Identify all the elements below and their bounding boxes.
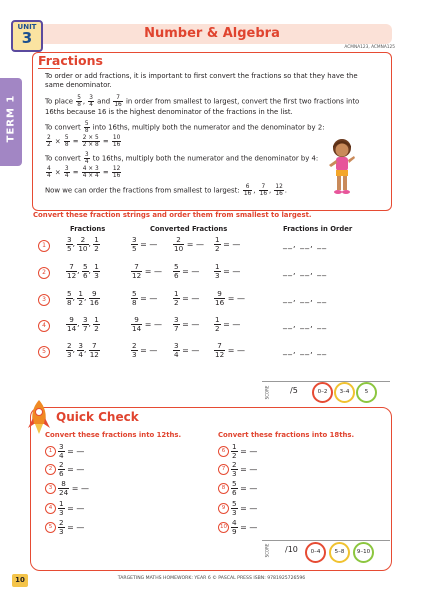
answer-blank[interactable]: = —	[142, 319, 162, 329]
fraction-string: $\frac{9}{14}$ , $\frac{3}{7}$ , $\frac{1}{2}$	[67, 315, 99, 333]
converted-fraction	[131, 236, 157, 252]
question-number: 2	[45, 464, 56, 475]
answer-blank[interactable]: = —	[142, 266, 162, 276]
converted-fraction	[214, 342, 245, 358]
fraction: $\frac{3}{5}$	[132, 235, 137, 253]
score-ring-high: 5	[356, 382, 377, 403]
order-answer-blank[interactable]: __, __, __	[283, 346, 328, 355]
row-number: 1	[38, 240, 50, 252]
converted-fraction	[214, 290, 245, 306]
fraction: $\frac{2}{6}$	[59, 460, 64, 478]
fraction: $\frac{3}{4}$	[59, 442, 64, 460]
order-answer-blank[interactable]: __, __, __	[283, 320, 328, 329]
row-number: 4	[38, 320, 50, 332]
fraction: $\frac{3}{4}$	[78, 341, 83, 359]
score-ring-low: 0–2	[312, 382, 333, 403]
fraction: $\frac{1}{3}$	[215, 262, 220, 280]
answer-blank[interactable]: = —	[137, 345, 158, 355]
fraction: $\frac{1}{2}$	[78, 289, 83, 307]
converted-fraction	[131, 316, 162, 332]
question-number: 9	[218, 503, 229, 514]
qc-ring-low: 0–4	[305, 542, 326, 563]
fraction: $\frac{1}{3}$	[94, 262, 99, 280]
answer-blank[interactable]: = —	[137, 239, 158, 249]
order-answer-blank[interactable]: __, __, __	[283, 294, 328, 303]
converted-fraction	[131, 263, 162, 279]
fraction: $\frac{7}{16}$	[114, 95, 122, 108]
girl-illustration	[325, 138, 359, 198]
qc-left-heading: Convert these fractions into 12ths.	[45, 431, 182, 439]
theory-convert1: To convert $\frac{5}{8}$ into 16ths, multiply both the numerator and the denominator by 2:	[45, 121, 325, 134]
qc-score-label: SCORE	[264, 543, 270, 558]
converted-fraction	[173, 290, 199, 306]
topic-title: Number & Algebra	[144, 26, 280, 41]
answer-blank[interactable]: = —	[220, 239, 241, 249]
quick-check-item	[231, 480, 257, 496]
answer-blank[interactable]: = —	[237, 503, 258, 513]
quick-check-item	[58, 480, 89, 496]
quick-check-item	[231, 443, 257, 459]
fraction: $\frac{7}{12}$	[215, 341, 225, 359]
answer-blank[interactable]: = —	[64, 522, 85, 532]
question-number: 4	[45, 503, 56, 514]
row-number: 5	[38, 346, 50, 358]
fraction: $\frac{9}{16}$	[89, 289, 99, 307]
col-converted-header: Converted Fractions	[150, 225, 228, 233]
place-pre: To place	[45, 97, 73, 106]
row-number: 2	[38, 267, 50, 279]
calculation-2: $\frac{4}{4}$ × $\frac{3}{4}$ = $\frac{4 \times 3}{4 \times 4}$ = $\frac{12}{16}$	[47, 166, 121, 179]
answer-blank[interactable]: = —	[225, 293, 245, 303]
exercise-instruction: Convert these fraction strings and order them from smallest to largest.	[33, 211, 312, 219]
quick-check-item	[58, 443, 84, 459]
score-value: /5	[290, 386, 298, 395]
qc-right-heading: Convert these fractions into 18ths.	[218, 431, 355, 439]
answer-blank[interactable]: = —	[179, 266, 200, 276]
page-number: 10	[12, 574, 28, 587]
quick-check-title: Quick Check	[56, 410, 139, 424]
title-underline	[38, 68, 60, 69]
fraction: $\frac{2}{10}$	[174, 235, 184, 253]
question-number: 6	[218, 446, 229, 457]
theory-intro: To order or add fractions, it is important to first convert the fractions so that they have the same denominator.	[45, 72, 358, 89]
theory-title: Fractions	[38, 53, 103, 68]
answer-blank[interactable]: = —	[220, 266, 241, 276]
fraction: $\frac{3}{7}$	[82, 315, 88, 333]
fraction-string: $\frac{2}{3}$ , $\frac{3}{4}$ , $\frac{7}{12}$	[67, 341, 99, 359]
quick-check-item	[58, 500, 84, 516]
quick-check-item	[231, 519, 257, 535]
fraction: $\frac{3}{4}$	[174, 341, 179, 359]
answer-blank[interactable]: = —	[184, 239, 204, 249]
fraction: $\frac{8}{24}$	[59, 479, 69, 497]
quick-check-item	[58, 461, 84, 477]
answer-blank[interactable]: = —	[237, 483, 258, 493]
fraction: $\frac{3}{4}$	[89, 95, 93, 108]
fraction: $\frac{5}{8}$	[132, 289, 137, 307]
row-number: 3	[38, 294, 50, 306]
converted-fraction	[214, 316, 240, 332]
col-order-header: Fractions in Order	[283, 225, 353, 233]
question-number: 8	[218, 483, 229, 494]
fraction: $\frac{3}{4}$	[84, 152, 89, 165]
fraction: $\frac{7}{12}$	[89, 341, 99, 359]
question-number: 5	[45, 522, 56, 533]
answer-blank[interactable]: = —	[137, 293, 158, 303]
qc-score-value: /10	[285, 545, 298, 554]
converted-fraction	[173, 342, 199, 358]
score-ring-mid: 3–4	[334, 382, 355, 403]
question-number: 7	[218, 464, 229, 475]
answer-blank[interactable]: = —	[220, 319, 241, 329]
answer-blank[interactable]: = —	[237, 522, 258, 532]
fraction: $\frac{5}{3}$	[232, 499, 237, 517]
fraction: $\frac{1}{2}$	[174, 289, 179, 307]
answer-blank[interactable]: = —	[179, 319, 200, 329]
answer-blank[interactable]: = —	[69, 483, 89, 493]
order-answer-blank[interactable]: __, __, __	[283, 267, 328, 276]
fraction-string: $\frac{5}{8}$ , $\frac{1}{2}$ , $\frac{9}{16}$	[67, 289, 99, 307]
fraction: $\frac{2}{10}$	[78, 235, 88, 253]
fraction: $\frac{2}{3}$	[59, 518, 64, 536]
score-label: SCORE	[264, 385, 270, 400]
qc-ring-high: 9–10	[353, 542, 374, 563]
fraction: $\frac{9}{14}$	[132, 315, 142, 333]
fraction: $\frac{5}{6}$	[174, 262, 179, 280]
fraction: $\frac{9}{14}$	[67, 315, 77, 333]
theory-place: To place $\frac{5}{8}$ , $\frac{3}{4}$ and $\frac{7}{16}$ in order from smallest to largest, convert the first two fractions into 16ths because 16 is the highest denominator of the fractions in the list.	[45, 95, 360, 116]
answer-blank[interactable]: = —	[179, 293, 200, 303]
converted-fraction	[173, 263, 199, 279]
quick-check-item	[231, 500, 257, 516]
question-number: 1	[45, 446, 56, 457]
fraction: $\frac{2}{3}$	[132, 341, 137, 359]
fraction: $\frac{5}{8}$	[77, 95, 81, 108]
fraction: $\frac{2}{3}$	[67, 341, 72, 359]
answer-blank[interactable]: = —	[64, 503, 85, 513]
fraction: $\frac{3}{5}$	[67, 235, 72, 253]
fraction: $\frac{1}{2}$	[215, 315, 220, 333]
converted-fraction	[214, 236, 240, 252]
fraction-string: $\frac{3}{5}$ , $\frac{2}{10}$ , $\frac{1}{2}$	[67, 235, 99, 253]
fraction: $\frac{5}{6}$	[82, 262, 88, 280]
unit-number: 3	[21, 29, 33, 47]
fraction: $\frac{1}{2}$	[232, 442, 237, 460]
fraction: $\frac{5}{8}$	[84, 121, 89, 134]
term-label: TERM 1	[5, 94, 17, 143]
answer-blank[interactable]: = —	[64, 446, 85, 456]
qc-ring-mid: 5–8	[329, 542, 350, 563]
converted-fraction	[131, 290, 157, 306]
fraction: $\frac{2}{3}$	[232, 460, 237, 478]
question-number: 10	[218, 522, 229, 533]
fraction: $\frac{1}{2}$	[94, 235, 99, 253]
fraction: $\frac{7}{12}$	[67, 262, 77, 280]
theory-convert2: To convert $\frac{3}{4}$ to 16ths, multiply both the numerator and the denominator by 4:	[45, 152, 319, 165]
converted-fraction	[214, 263, 240, 279]
fraction: $\frac{5}{6}$	[232, 479, 237, 497]
fraction: $\frac{1}{2}$	[215, 235, 220, 253]
answer-blank[interactable]: = —	[179, 345, 200, 355]
converted-fraction	[173, 316, 199, 332]
fraction: $\frac{1}{2}$	[94, 315, 99, 333]
quick-check-item	[231, 461, 257, 477]
fraction-string: $\frac{7}{12}$ , $\frac{5}{6}$ , $\frac{1}{3}$	[67, 262, 99, 280]
curriculum-codes: ACMNA123, ACMNA125	[344, 45, 395, 50]
unit-label: UNIT	[17, 23, 37, 31]
fraction: $\frac{4}{9}$	[232, 518, 237, 536]
question-number: 3	[45, 483, 56, 494]
col-fractions-header: Fractions	[70, 225, 106, 233]
answer-blank[interactable]: = —	[225, 345, 245, 355]
converted-fraction	[131, 342, 157, 358]
fraction: $\frac{5}{8}$	[67, 289, 72, 307]
fraction: $\frac{3}{7}$	[174, 315, 179, 333]
answer-blank[interactable]: = —	[237, 446, 258, 456]
converted-fraction	[173, 236, 204, 252]
answer-blank[interactable]: = —	[237, 464, 258, 474]
fraction: $\frac{1}{3}$	[59, 499, 64, 517]
place-mid: in order from smallest to largest, convert the first two fractions into 16ths because 16 is the highest denominator of the fractions in the list.	[45, 97, 360, 116]
answer-blank[interactable]: = —	[64, 464, 85, 474]
fraction: $\frac{7}{12}$	[132, 262, 142, 280]
theory-order: Now we can order the fractions from smallest to largest: $\frac{6}{16}$ , $\frac{7}{16}$ , $\frac{12}{16}$ .	[45, 184, 287, 197]
quick-check-item	[58, 519, 84, 535]
calculation-1: $\frac{2}{2}$ × $\frac{5}{8}$ = $\frac{2 \times 5}{2 \times 8}$ = $\frac{10}{16}$	[47, 135, 121, 148]
fraction: $\frac{9}{16}$	[215, 289, 225, 307]
order-answer-blank[interactable]: __, __, __	[283, 240, 328, 249]
footer-text: TARGETING MATHS HOMEWORK: YEAR 6 © PASCAL PRESS ISBN: 9781925726596	[117, 576, 306, 581]
